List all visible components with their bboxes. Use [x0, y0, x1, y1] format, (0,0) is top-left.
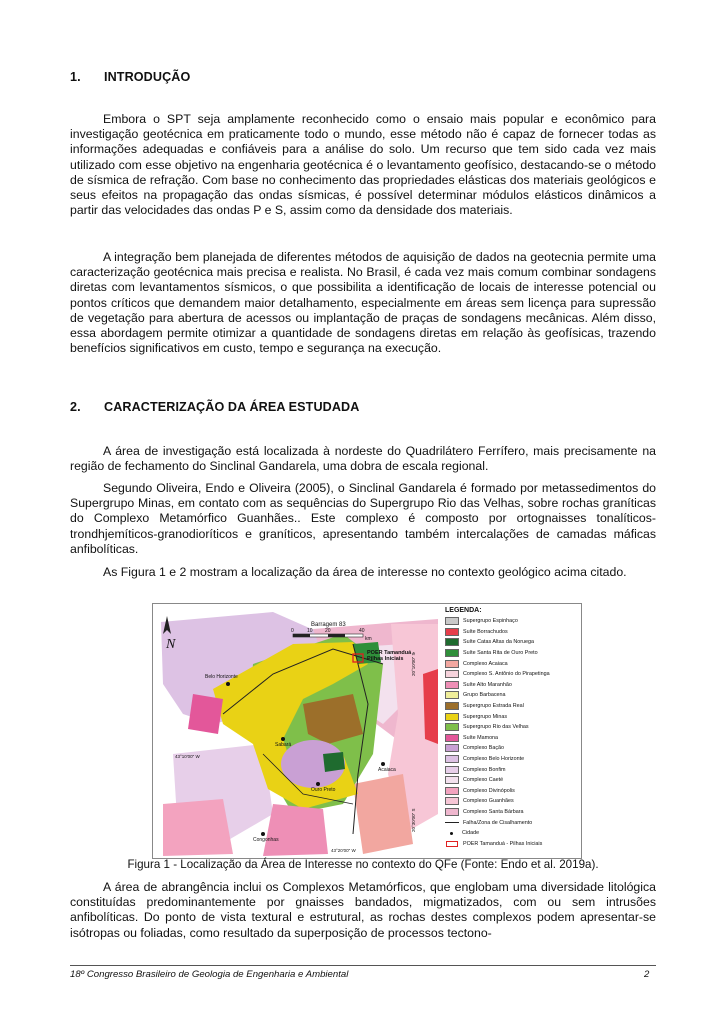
map-place-label: Ouro Preto — [311, 787, 336, 793]
legend-swatch — [445, 776, 459, 784]
map-region-mamona — [188, 694, 223, 734]
legend-swatch — [450, 832, 453, 835]
legend-swatch — [445, 723, 459, 731]
section-title: CARACTERIZAÇÃO DA ÁREA ESTUDADA — [104, 400, 360, 414]
legend-item — [441, 690, 579, 701]
map-coord-label: 43°10'00" W — [175, 754, 200, 759]
legend-swatch — [445, 660, 459, 668]
legend-swatch — [445, 787, 459, 795]
map-region-alto-maranhao — [263, 804, 328, 856]
section-heading-introducao — [70, 70, 190, 84]
legend-item — [441, 658, 579, 669]
legend-label: Suíte Santa Rita de Ouro Preto — [463, 650, 538, 657]
legend-item — [441, 838, 579, 849]
legend-item — [441, 722, 579, 733]
legend-label: Suíte Alto Maranhão — [463, 681, 512, 688]
legend-item — [441, 754, 579, 765]
section-title: INTRODUÇÃO — [104, 70, 191, 84]
legend-item — [441, 775, 579, 786]
map-coord-label: 20°30'00" S — [411, 808, 416, 832]
map-site-label: POER Tamanduá - Pilhas Iniciais — [367, 650, 415, 662]
paragraph: A área de investigação está localizada à nordeste do Quadrilátero Ferrífero, mais precisamente na região de fechamento do Sinclinal Gandarela, uma dobra de escala regional. — [70, 444, 656, 474]
city-marker — [281, 737, 285, 741]
footer-divider — [70, 965, 656, 966]
map-place-label: Sabará — [275, 742, 292, 748]
legend-label: Falha/Zona de Cisalhamento — [463, 819, 533, 826]
legend-swatch — [445, 766, 459, 774]
legend-item — [441, 680, 579, 691]
section-heading-caracterizacao — [70, 400, 359, 414]
legend-item — [441, 817, 579, 828]
figure-caption: Figura 1 - Localização da Área de Interesse no contexto do QFe (Fonte: Endo et al. 2019a). — [127, 858, 599, 871]
city-marker — [261, 832, 265, 836]
map-scale-tick: 10 — [307, 628, 313, 634]
legend-swatch — [445, 649, 459, 657]
legend-swatch — [445, 808, 459, 816]
map-scale-label: Barragem 83 — [311, 622, 346, 628]
city-marker — [316, 782, 320, 786]
legend-label: Complexo Caeté — [463, 777, 504, 784]
legend-item — [441, 733, 579, 744]
map-scale-tick: 20 — [325, 628, 331, 634]
city-marker — [226, 682, 230, 686]
legend-swatch — [446, 841, 458, 847]
legend-item — [441, 637, 579, 648]
legend-item — [441, 743, 579, 754]
map-coord-label: 43°20'00" W — [331, 848, 356, 853]
paragraph: A integração bem planejada de diferentes métodos de aquisição de dados na geotecnia permite uma caracterização geotécnica mais precisa e realista. No Brasil, é cada vez mais comum combinar sondagens diretas com levantamentos sísmicos, o que possibilita a identificação de locais de interesse potencial ou pontos críticos que demandem maior detalhamento, especialmente em áreas sem licença para supressão de vegetação para abertura de acessos ou implantação de praças de sondagens mecânicas. Além disso, essa abordagem permite otimizar a quantidade de sondagens diretas em relação às geofísicas, trazendo benefícios significativos em custo, tempo e segurança na execução. — [70, 250, 656, 356]
legend-swatch — [445, 755, 459, 763]
legend-label: Complexo Bonfim — [463, 766, 506, 773]
map-north-label: N — [166, 637, 176, 652]
map-legend — [441, 606, 579, 856]
legend-item — [441, 796, 579, 807]
legend-label: Complexo Santa Bárbara — [463, 808, 524, 815]
map-scale-tick: 40 — [359, 628, 365, 634]
paragraph: As Figura 1 e 2 mostram a localização da área de interesse no contexto geológico acima citado. — [103, 565, 627, 579]
footer-event: 18º Congresso Brasileiro de Geologia de Engenharia e Ambiental — [70, 969, 349, 980]
section-number: 1. — [70, 70, 81, 84]
legend-item — [441, 701, 579, 712]
legend-label: POER Tamanduá - Pilhas Iniciais — [463, 840, 543, 847]
city-marker — [381, 762, 385, 766]
map-region-divinopolis — [163, 799, 233, 856]
legend-label: Complexo Belo Horizonte — [463, 756, 525, 763]
legend-label: Complexo Divinópolis — [463, 787, 515, 794]
legend-label: Complexo Guanhães — [463, 798, 514, 805]
legend-label: Suíte Catas Altas da Noruega — [463, 639, 535, 646]
legend-swatch — [445, 797, 459, 805]
legend-item — [441, 648, 579, 659]
legend-swatch — [445, 681, 459, 689]
paragraph: Embora o SPT seja amplamente reconhecido como o ensaio mais popular e econômico para investigação geotécnica em praticamente todo o mundo, esse método não é capaz de fornecer todas as informações adequadas e confiáveis para a análise do solo. Um recurso que tem sido cada vez mais utilizado com esse objetivo na engenharia geotécnica é o levantamento geofísico, destacando-se o método de sísmica de refração. Com base no conhecimento das propriedades elásticas dos materiais geológicos e seus efeitos na propagação das ondas sísmicas, é possível determinar módulos elásticos dinâmicos a partir das velocidades das ondas P e S, assim como da densidade dos materiais. — [70, 112, 656, 218]
paragraph: A área de abrangência inclui os Complexos Metamórficos, que englobam uma diversidade litológica constituídas predominantemente por gnaisses bandados, migmatizados, com ou sem intrusões anfibolíticas. Do ponto de vista textural e estrutural, as rochas destes complexos podem apresentar-se isótropas ou foliadas, como resultado da superposição de processos tectono- — [70, 880, 656, 940]
legend-title: LEGENDA: — [445, 607, 482, 614]
legend-swatch — [445, 691, 459, 699]
legend-swatch — [445, 628, 459, 636]
legend-swatch — [445, 744, 459, 752]
legend-item — [441, 807, 579, 818]
legend-swatch — [445, 734, 459, 742]
legend-item — [441, 627, 579, 638]
legend-label: Complexo Acaiaca — [463, 660, 508, 667]
legend-item — [441, 764, 579, 775]
legend-item — [441, 711, 579, 722]
map-scale-tick: 0 — [291, 628, 294, 634]
legend-item — [441, 669, 579, 680]
legend-list — [441, 616, 579, 849]
legend-label: Suíte Borrachudos — [463, 628, 508, 635]
legend-item — [441, 616, 579, 627]
legend-label: Complexo S. Antônio do Pirapetinga — [463, 671, 550, 678]
map-coord-label: 20°10'00" S — [411, 652, 416, 676]
legend-item — [441, 828, 579, 839]
map-place-label: Belo Horizonte — [205, 674, 238, 680]
legend-item — [441, 786, 579, 797]
map-place-label: Acaiaca — [378, 767, 396, 773]
legend-label: Supergrupo Estrada Real — [463, 703, 524, 710]
legend-swatch — [445, 638, 459, 646]
legend-swatch — [445, 713, 459, 721]
map-region-catas-altas — [323, 752, 345, 772]
map-region-borrachudos — [423, 669, 438, 744]
legend-label: Suíte Mamona — [463, 734, 499, 741]
map-scale-unit: km — [365, 636, 372, 642]
section-number: 2. — [70, 400, 81, 414]
map-region-acaiaca — [353, 774, 413, 854]
paragraph: Segundo Oliveira, Endo e Oliveira (2005), o Sinclinal Gandarela é formado por metassedimentos do Supergrupo Minas, em contato com as sequências do Supergrupo Rio das Velhas, sobre rochas graníticas do Complexo Metamórfico Guanhães.. Este complexo é composto por ortognaisses tonalíticos-trondhjemíticos-granodioríticos e graníticos, apresentando também intercalações de camadas máficas anfibolíticas. — [70, 481, 656, 556]
legend-swatch — [445, 822, 459, 823]
legend-swatch — [445, 702, 459, 710]
figure-geological-map — [152, 603, 582, 859]
legend-label: Grupo Barbacena — [463, 692, 506, 699]
legend-label: Complexo Bação — [463, 745, 505, 752]
legend-label: Supergrupo Rio das Velhas — [463, 724, 529, 731]
legend-swatch — [445, 670, 459, 678]
map-place-label: Congonhas — [253, 837, 279, 843]
legend-label: Supergrupo Espinhaço — [463, 618, 518, 625]
legend-swatch — [445, 617, 459, 625]
legend-label: Cidade — [462, 830, 480, 837]
footer-page-number: 2 — [644, 969, 650, 980]
legend-label: Supergrupo Minas — [463, 713, 508, 720]
